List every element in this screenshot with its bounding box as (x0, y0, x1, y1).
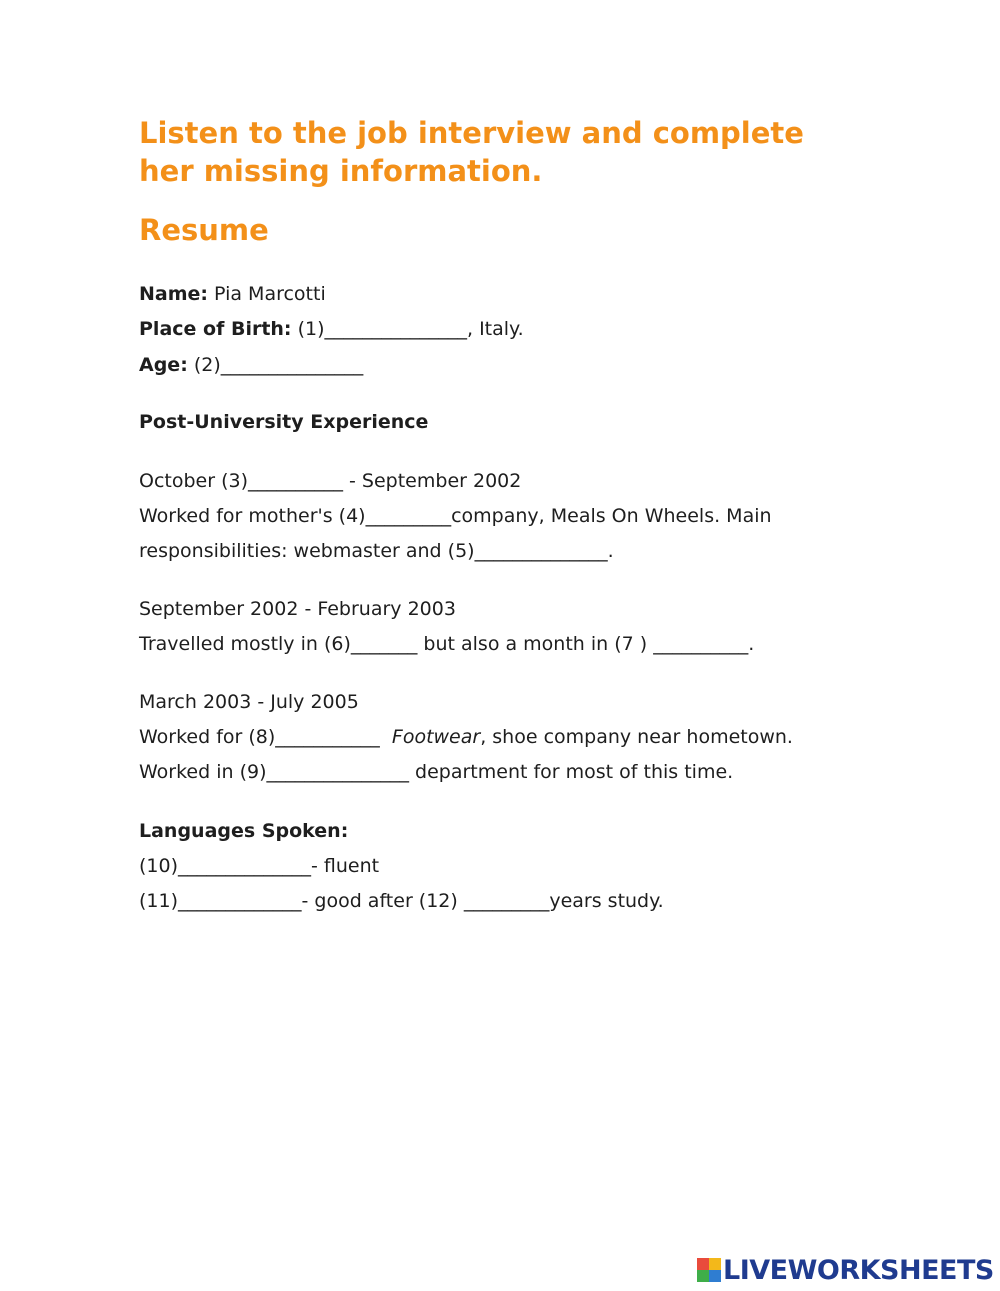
experience-1-responsibilities: responsibilities: webmaster and (5)______________. (139, 540, 614, 562)
logo-tile-1 (697, 1258, 709, 1270)
birth-row (139, 316, 524, 342)
name-value: Pia Marcotti (208, 283, 326, 305)
age-value: (2)_______________ (187, 354, 364, 376)
instructions-title-line-2: her missing information. (139, 154, 543, 188)
logo-tile-2 (709, 1258, 721, 1270)
experience-3-department: Worked in (9)_______________ department for most of this time. (139, 761, 734, 783)
languages-heading: Languages Spoken: (139, 820, 349, 842)
logo-tile-4 (709, 1270, 721, 1282)
age-label: Age: (139, 354, 188, 376)
name-row (139, 281, 326, 307)
experience-3-detail-pre: Worked for (8)___________ (139, 726, 392, 748)
birth-value: (1)_______________, Italy. (291, 318, 524, 340)
experience-2-detail: Travelled mostly in (6)_______ but also a month in (7 ) __________. (139, 633, 755, 655)
liveworksheets-logo (697, 1255, 994, 1285)
experience-3-detail-post: , shoe company near hometown. (480, 726, 793, 748)
company-name-italic: Footwear (391, 726, 481, 748)
name-label: Name: (139, 283, 209, 305)
experience-heading: Post-University Experience (139, 411, 429, 433)
language-2: (11)_____________- good after (12) _________years study. (139, 890, 664, 912)
experience-2-dates: September 2002 - February 2003 (139, 598, 456, 620)
logo-text: LIVEWORKSHEETS (723, 1254, 994, 1286)
language-1: (10)______________- fluent (139, 855, 380, 877)
age-row (139, 352, 363, 378)
experience-3-detail (139, 724, 793, 750)
experience-1-dates: October (3)__________ - September 2002 (139, 470, 522, 492)
instructions-title (139, 114, 899, 190)
birth-label: Place of Birth: (139, 318, 292, 340)
resume-heading: Resume (139, 213, 269, 247)
instructions-title-line-1: Listen to the job interview and complete (139, 116, 804, 150)
liveworksheets-logo-icon (697, 1258, 721, 1282)
logo-tile-3 (697, 1270, 709, 1282)
experience-1-detail: Worked for mother's (4)_________company, Meals On Wheels. Main (139, 505, 772, 527)
experience-3-dates: March 2003 - July 2005 (139, 691, 359, 713)
